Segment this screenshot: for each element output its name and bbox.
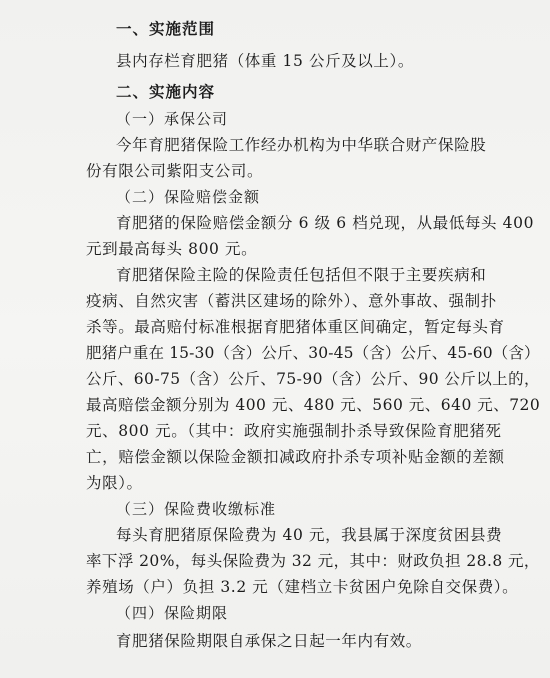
sub2-para2-line-8: 亡，赔偿金额以保险金额扣减政府扑杀专项补贴金额的差额 — [86, 448, 505, 466]
sub2-para2-line-5: 公斤、60-75（含）公斤、75-90（含）公斤、90 公斤以上的， — [86, 370, 540, 388]
sub3-line-1: 每头育肥猪原保险费为 40 元，我县属于深度贫困县费 — [116, 526, 503, 544]
sub2-para1-line-1: 育肥猪的保险赔偿金额分 6 级 6 档兑现，从最低每头 400 — [116, 214, 535, 232]
sub1-line-2: 份有限公司紫阳支公司。 — [86, 162, 264, 180]
sub4-heading: （四）保险期限 — [116, 604, 229, 622]
sub2-para2-line-4: 肥猪户重在 15-30（含）公斤、30-45（含）公斤、45-60（含） — [86, 344, 540, 362]
sub2-para2-line-3: 杀等。最高赔付标准根据育肥猪体重区间确定，暂定每头育 — [86, 318, 505, 336]
sub2-para2-line-2: 疫病、自然灾害（蓄洪区建场的除外）、意外事故、强制扑 — [86, 292, 497, 310]
sub2-para2-line-1: 育肥猪保险主险的保险责任包括但不限于主要疾病和 — [116, 266, 487, 284]
sub2-heading: （二）保险赔偿金额 — [116, 188, 261, 206]
sub3-line-3: 养殖场（户）负担 3.2 元（建档立卡贫困户免除自交保费）。 — [86, 578, 519, 596]
sub3-heading: （三）保险费收缴标准 — [116, 500, 277, 518]
section1-heading: 一、实施范围 — [116, 20, 216, 38]
section2-heading: 二、实施内容 — [116, 83, 216, 101]
sub2-para2-line-9: 为限）。 — [86, 474, 143, 492]
sub1-line-1: 今年育肥猪保险工作经办机构为中华联合财产保险股 — [116, 136, 487, 154]
sub2-para1-line-2: 元到最高每头 800 元。 — [86, 240, 258, 258]
sub2-para2-line-6: 最高赔偿金额分别为 400 元、480 元、560 元、640 元、720 — [86, 396, 541, 414]
sub3-line-2: 率下浮 20%，每头保险费为 32 元，其中：财政负担 28.8 元， — [86, 552, 540, 570]
sub1-heading: （一）承保公司 — [116, 110, 229, 128]
section1-text: 县内存栏育肥猪（体重 15 公斤及以上）。 — [116, 52, 414, 70]
sub4-line-1: 育肥猪保险期限自承保之日起一年内有效。 — [116, 632, 422, 650]
sub2-para2-line-7: 元、800 元。（其中：政府实施强制扑杀导致保险育肥猪死 — [86, 422, 502, 440]
